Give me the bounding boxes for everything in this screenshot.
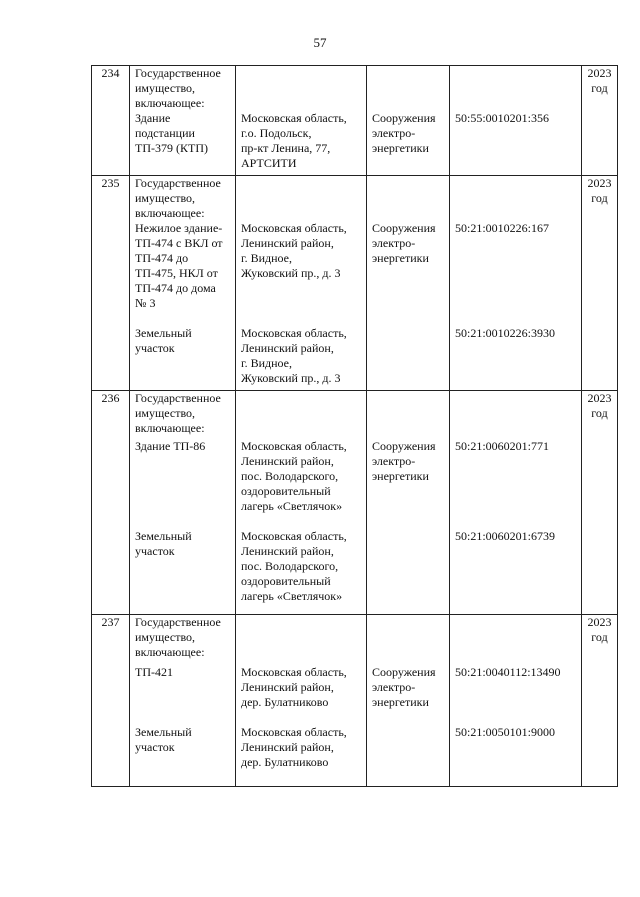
row-number: 235 [92,176,130,391]
type-cell [367,66,450,176]
item-address: Московская область, Ленинский район, г. Видное, Жуковский пр., д. 3 [241,326,347,385]
row-number: 236 [92,391,130,615]
item-name: Земельный участок [135,529,192,558]
cadastral-cell [450,615,582,787]
year-cell: 2023 год [582,176,618,391]
cadastral-number: 50:21:0040112:13490 [455,665,561,679]
item-type: Сооружения электро- энергетики [372,221,436,265]
item-name: Земельный участок [135,326,192,355]
cadastral-cell [450,66,582,176]
item-type: Сооружения электро- энергетики [372,111,436,155]
item-address: Московская область, Ленинский район, дер. Булатниково [241,725,347,769]
year-cell: 2023 год [582,66,618,176]
cadastral-number: 50:21:0010226:3930 [455,326,556,340]
description-cell [130,391,236,615]
year-cell: 2023 год [582,391,618,615]
cadastral-number: 50:21:0060201:6739 [455,529,556,543]
group-header: Государственное имущество, включающее: [135,391,221,435]
table-row [92,176,618,391]
address-cell [236,615,367,787]
cadastral-cell [450,391,582,615]
table-row [92,391,618,615]
item-address: Московская область, Ленинский район, пос. Володарского, оздоровительный лагерь «Светлячок» [241,529,347,603]
item-address: Московская область, Ленинский район, г. Видное, Жуковский пр., д. 3 [241,221,347,280]
item-type: Сооружения электро- энергетики [372,665,436,709]
cadastral-number: 50:21:0010226:167 [455,221,550,235]
cadastral-cell [450,176,582,391]
item-name: Нежилое здание- ТП-474 с ВКЛ от ТП-474 до ТП-475, НКЛ от ТП-474 до дома № 3 [135,221,223,310]
address-cell [236,176,367,391]
item-address: Московская область, г.о. Подольск, пр-кт Ленина, 77, АРТСИТИ [241,111,347,170]
year-cell: 2023 год [582,615,618,787]
row-number: 234 [92,66,130,176]
table-row [92,66,618,176]
address-cell [236,66,367,176]
cadastral-number: 50:55:0010201:356 [455,111,550,125]
address-cell [236,391,367,615]
description-cell [130,176,236,391]
item-name: Земельный участок [135,725,192,754]
item-name: Здание ТП-86 [135,439,206,453]
property-registry-table [91,65,618,787]
type-cell [367,176,450,391]
item-address: Московская область, Ленинский район, пос. Володарского, оздоровительный лагерь «Светлячок» [241,439,347,513]
group-header: Государственное имущество, включающее: [135,66,221,110]
row-number: 237 [92,615,130,787]
page-number: 57 [313,35,327,50]
type-cell [367,615,450,787]
type-cell [367,391,450,615]
group-header: Государственное имущество, включающее: [135,176,221,220]
description-cell [130,66,236,176]
item-name: ТП-421 [135,665,173,679]
item-name: Здание подстанции ТП-379 (КТП) [135,111,208,155]
item-type: Сооружения электро- энергетики [372,439,436,483]
item-address: Московская область, Ленинский район, дер. Булатниково [241,665,347,709]
table-row [92,615,618,787]
description-cell [130,615,236,787]
cadastral-number: 50:21:0060201:771 [455,439,550,453]
cadastral-number: 50:21:0050101:9000 [455,725,556,739]
group-header: Государственное имущество, включающее: [135,615,221,659]
